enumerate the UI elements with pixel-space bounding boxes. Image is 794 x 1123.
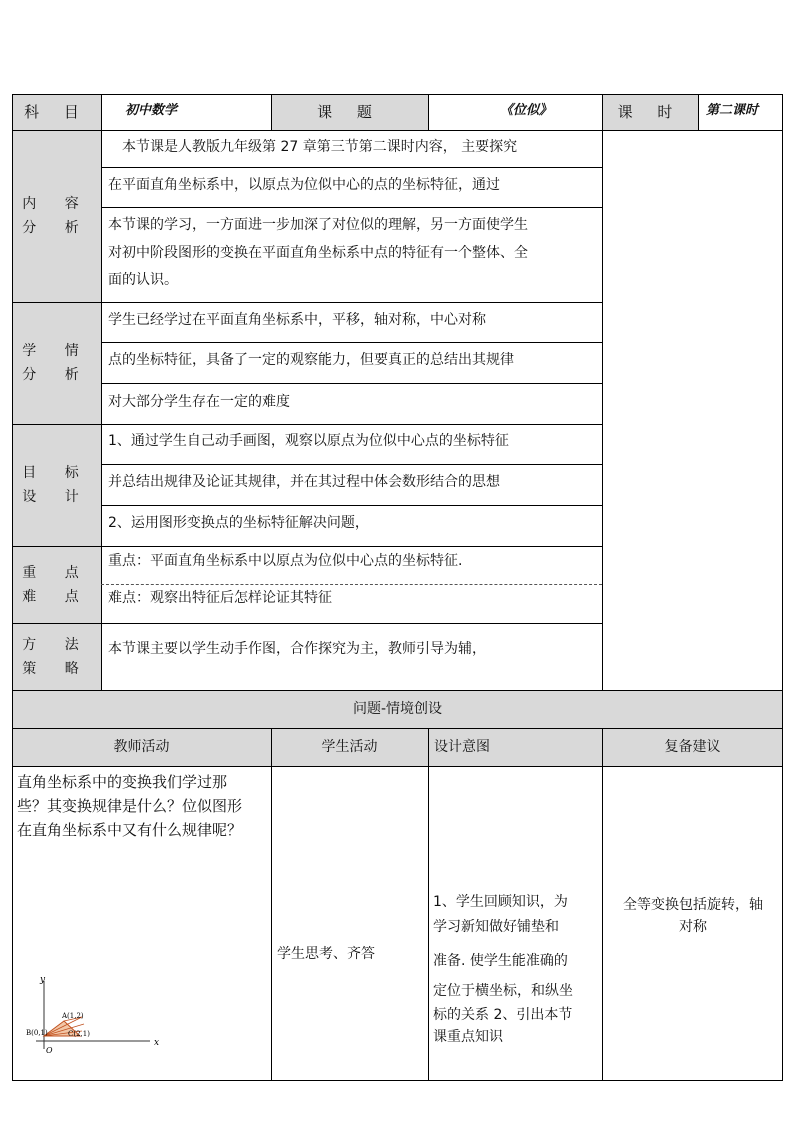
student-line-1: 学生已经学过在平面直角坐标系中，平移，轴对称，中心对称 [108,312,486,328]
topic-label-cell [271,94,428,130]
key-line-1: 重点：平面直角坐标系中以原点为位似中心点的坐标特征. [108,553,463,569]
activity-title: 问题-情境创设 [352,701,443,717]
key-points-label-1: 重 点 [22,564,91,581]
key-line-2: 难点：观察出特征后怎样论证其特征 [108,590,332,606]
col-header-teacher-label: 教师活动 [113,739,170,755]
col-header-teacher [12,728,271,766]
teacher-line-2: 些？其变换规律是什么？位似图形 [17,797,243,815]
teacher-line-3: 在直角坐标系中又有什么规律呢？ [17,821,243,839]
topic-value-cell [428,94,602,130]
design-line-1: 1、学生回顾知识，为 [433,894,568,910]
point-a-label: A(1,2) [62,1012,84,1020]
content-analysis-label [12,130,101,302]
topic-value: 《位似》 [500,103,553,118]
teacher-line-1: 直角坐标系中的变换我们学过那 [17,773,228,791]
design-line-2: 学习新知做好铺垫和 [433,919,559,935]
subject-value-cell [101,94,271,130]
subject-label-cell [12,94,101,130]
col-header-review [602,728,783,766]
student-activity-text: 学生思考、齐答 [277,946,375,962]
col-header-design [428,728,602,766]
period-value: 第二课时 [706,103,759,118]
content-line-2: 在平面直角坐标系中，以原点为位似中心的点的坐标特征，通过 [108,177,500,193]
review-line-1: 全等变换包括旋转，轴 [623,897,763,913]
goal-line-3: 2、运用图形变换点的坐标特征解决问题， [108,515,369,531]
content-analysis-label-2: 分 析 [22,220,91,236]
design-line-3: 准备. 使学生能准确的 [433,953,568,969]
student-line-2: 点的坐标特征，具备了一定的观察能力，但要真正的总结出其规律 [108,352,514,368]
review-text [604,894,782,938]
coordinate-diagram [22,969,162,1059]
period-label-cell [602,94,698,130]
col-header-student [271,728,428,766]
student-analysis-label-1: 学 情 [22,343,91,359]
review-line-2: 对称 [679,919,707,935]
method-label [12,623,101,690]
goal-design-label-2: 设 计 [22,489,91,505]
key-points-label [12,546,101,623]
design-text [433,891,599,1048]
point-b-label: B(0,1) [26,1029,48,1037]
student-analysis-label [12,302,101,424]
method-label-1: 方 法 [22,636,91,653]
period-label: 课 时 [617,103,683,121]
col-header-design-label: 设计意图 [434,739,490,755]
goal-line-2: 并总结出规律及论证其规律，并在其过程中体会数形结合的思想 [108,474,500,490]
period-value-cell [698,94,783,130]
content-analysis-label-1: 内 容 [22,196,91,212]
design-line-6: 课重点知识 [433,1029,503,1045]
x-axis-label: x [154,1038,160,1048]
col-header-review-label: 复备建议 [664,739,721,755]
lesson-plan-table [12,94,783,1081]
method-line-1: 本节课主要以学生动手作图，合作探究为主，教师引导为辅， [108,641,486,657]
activity-title-cell [12,690,783,728]
point-c-label: C(2,1) [68,1030,90,1038]
content-line-5: 面的认识。 [108,272,178,288]
content-line-4: 对初中阶段图形的变换在平面直角坐标系中点的特征有一个整体、全 [108,245,528,261]
col-header-student-label: 学生活动 [321,739,378,755]
method-label-2: 策 略 [22,660,91,677]
teacher-text [17,770,267,842]
goal-design-label [12,424,101,546]
subject-label: 科 目 [24,103,89,121]
design-line-5: 标的关系 2、引出本节 [433,1007,573,1023]
goal-line-1: 1、通过学生自己动手画图，观察以原点为位似中心点的坐标特征 [108,433,509,449]
student-analysis-label-2: 分 析 [22,367,91,383]
content-line-1: 本节课是人教版九年级第 27 章第三节第二课时内容， 主要探究 [122,139,518,155]
origin-label: O [46,1046,53,1055]
design-line-4: 定位于横坐标，和纵坐 [433,983,573,999]
topic-label: 课 题 [317,103,382,121]
y-axis-label: y [40,975,46,985]
student-line-3: 对大部分学生存在一定的难度 [108,394,290,410]
content-line-3: 本节课的学习，一方面进一步加深了对位似的理解，另一方面使学生 [108,217,528,233]
key-points-label-2: 难 点 [22,588,91,605]
subject-value: 初中数学 [125,103,178,118]
goal-design-label-1: 目 标 [22,465,91,481]
